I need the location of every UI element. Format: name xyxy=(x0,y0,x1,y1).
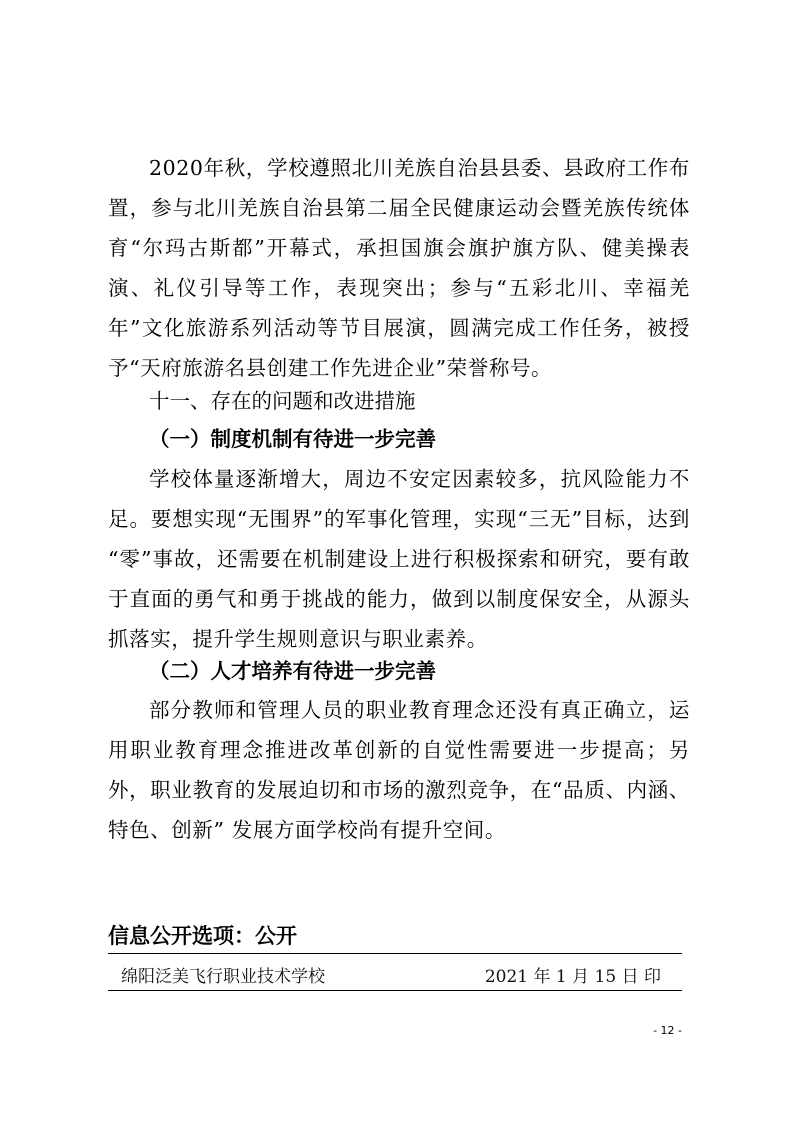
paragraph-event-participation: 2020年秋，学校遵照北川羌族自治县县委、县政府工作布置，参与北川羌族自治县第二届全民健康运动会暨羌族传统体育“尔玛古斯都”开幕式，承担国旗会旗护旗方队、健美操表演、礼仪引导等工作，表现突出；参与“五彩北川、幸福羌年”文化旅游系列活动等节目展演，圆满完成工作任务，被授予“天府旅游名县创建工作先进企业”荣誉称号。 xyxy=(108,156,690,380)
section-heading: 十一、存在的问题和改进措施 xyxy=(149,389,416,413)
footer-organization: 绵阳泛美飞行职业技术学校 xyxy=(121,967,325,987)
subheading-institutional-mechanism: （一）制度机制有待进一步完善 xyxy=(149,427,436,451)
footer-print-date: 2021 年 1 月 15 日 印 xyxy=(484,967,661,987)
footer-top-rule xyxy=(108,953,682,954)
page-number: - 12 - xyxy=(653,1024,682,1037)
paragraph-safety-management: 学校体量逐渐增大，周边不安定因素较多，抗风险能力不足。要想实现“无围界”的军事化管理，实现“三无”目标，达到 “零”事故，还需要在机制建设上进行积极探索和研究，要有敢于直面的勇气和勇于挑战的能力，做到以制度保安全，从源头抓落实，提升学生规则意识与职业素养。 xyxy=(108,467,690,651)
disclosure-option: 信息公开选项：公开 xyxy=(108,924,297,948)
footer-bottom-rule xyxy=(108,990,682,991)
subheading-talent-training: （二）人才培养有待进一步完善 xyxy=(149,659,436,683)
paragraph-education-philosophy: 部分教师和管理人员的职业教育理念还没有真正确立，运用职业教育理念推进改革创新的自觉性需要进一步提高；另外，职业教育的发展迫切和市场的激烈竞争，在“品质、内涵、特色、创新” 发展方面学校尚有提升空间。 xyxy=(108,698,690,842)
